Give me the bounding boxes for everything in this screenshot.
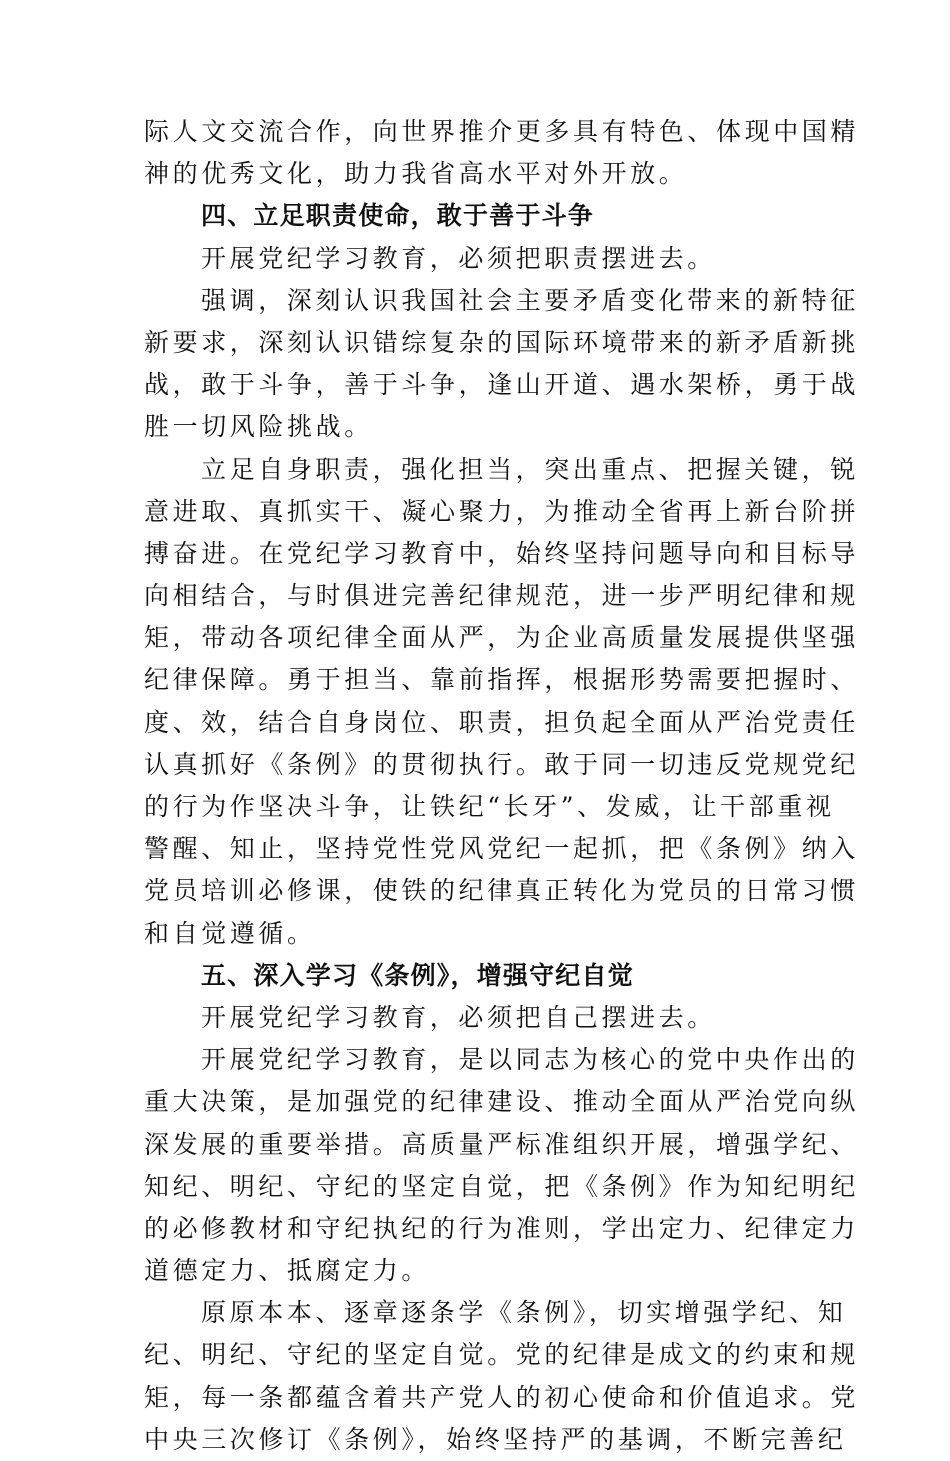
text-line: 警醒、知止，坚持党性党风党纪一起抓，把《条例》纳入 [144, 834, 860, 864]
text-line: 重大决策，是加强党的纪律建设、推动全面从严治党向纵 [144, 1087, 860, 1117]
text-line: 道德定力、抵腐定力。 [144, 1256, 431, 1286]
text-line: 矩，每一条都蕴含着共产党人的初心使命和价值追求。党 [144, 1382, 860, 1412]
text-line: 党员培训必修课，使铁的纪律真正转化为党员的日常习惯 [144, 876, 860, 906]
text-line: 搏奋进。在党纪学习教育中，始终坚持问题导向和目标导 [144, 538, 860, 568]
text-line: 原原本本、逐章逐条学《条例》，切实增强学纪、知 [201, 1298, 847, 1328]
text-line: 战，敢于斗争，善于斗争，逢山开道、遇水架桥，勇于战 [144, 370, 860, 400]
text-line: 深发展的重要举措。高质量严标准组织开展，增强学纪、 [144, 1129, 860, 1159]
text-line: 的行为作坚决斗争，让铁纪“长牙”、发威，让干部重视 [144, 792, 835, 821]
section-heading: 四、立足职责使命，敢于善于斗争 [201, 201, 595, 231]
text-line: 开展党纪学习教育，必须把自己摆进去。 [201, 1002, 716, 1032]
text-line: 和自觉遵循。 [144, 918, 316, 948]
text-line: 际人文交流合作，向世界推介更多具有特色、体现中国精 [144, 117, 860, 146]
text-line: 认真抓好《条例》的贯彻执行。敢于同一切违反党规党纪 [144, 749, 860, 779]
section-heading: 五、深入学习《条例》，增强守纪自觉 [201, 960, 634, 990]
text-line: 知纪、明纪、守纪的坚定自觉，把《条例》作为知纪明纪 [144, 1171, 860, 1201]
text-line: 新要求，深刻认识错综复杂的国际环境带来的新矛盾新挑 [144, 327, 860, 357]
text-line: 的必修教材和守纪执纪的行为准则，学出定力、纪律定力 [144, 1213, 860, 1243]
text-line: 强调，深刻认识我国社会主要矛盾变化带来的新特征 [201, 285, 859, 315]
text-line: 矩，带动各项纪律全面从严，为企业高质量发展提供坚强 [144, 623, 860, 653]
text-line: 纪律保障。勇于担当、靠前指挥，根据形势需要把握时、 [144, 665, 860, 695]
text-line: 中央三次修订《条例》，始终坚持严的基调，不断完善纪 [144, 1424, 847, 1454]
text-line: 向相结合，与时俱进完善纪律规范，进一步严明纪律和规 [144, 581, 860, 611]
text-line: 立足自身职责，强化担当，突出重点、把握关键，锐 [201, 454, 859, 484]
text-line: 度、效，结合自身岗位、职责，担负起全面从严治党责任 [144, 707, 860, 737]
text-line: 开展党纪学习教育，是以同志为核心的党中央作出的 [201, 1045, 859, 1075]
document-body [144, 111, 860, 1461]
text-line: 意进取、真抓实干、凝心聚力，为推动全省再上新台阶拼 [144, 496, 860, 526]
text-line: 神的优秀文化，助力我省高水平对外开放。 [144, 159, 688, 189]
text-line: 开展党纪学习教育，必须把职责摆进去。 [201, 243, 716, 273]
text-line: 纪、明纪、守纪的坚定自觉。党的纪律是成文的约束和规 [144, 1340, 860, 1370]
text-line: 胜一切风险挑战。 [144, 412, 373, 442]
